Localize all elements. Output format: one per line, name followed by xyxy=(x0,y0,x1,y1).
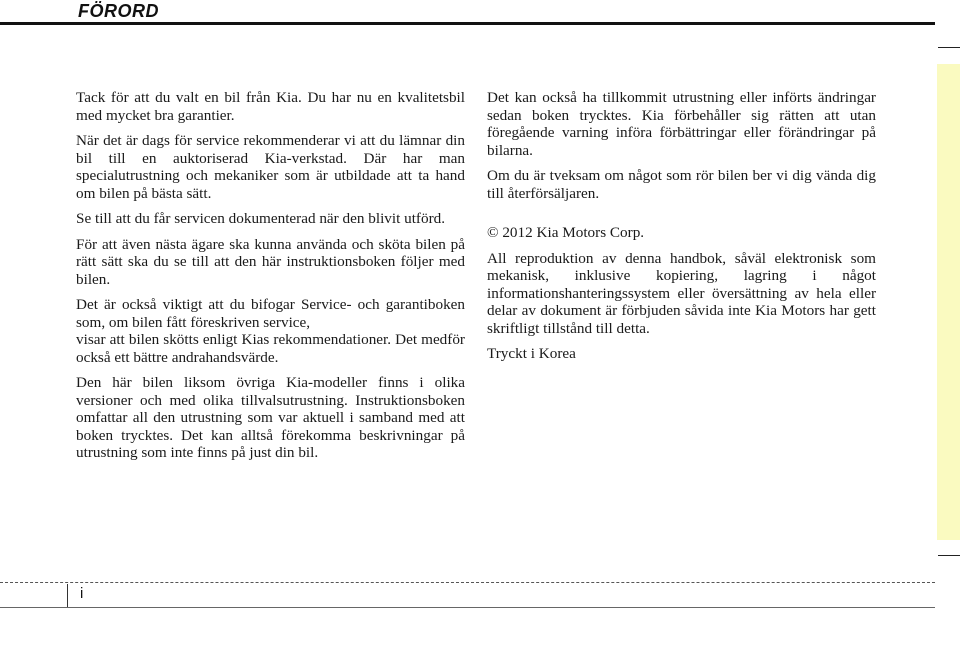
footer-dashed-divider xyxy=(0,582,935,583)
copyright-notice: © 2012 Kia Motors Corp. xyxy=(487,224,645,241)
paragraph-versions: Den här bilen liksom övriga Kia-modeller finns i olika versioner och med olika tillvalsutrustning. Instruktionsboken omfattar all den utrustning som var aktuell i samband med att boken trycktes. Det kan alltså förekomma beskrivningar på utrustning som inte finns på just din bil. xyxy=(76,374,465,461)
page-title: FÖRORD xyxy=(78,1,159,21)
right-column xyxy=(487,89,876,371)
printed-in: Tryckt i Korea xyxy=(487,345,576,362)
paragraph-next-owner: För att även nästa ägare ska kunna använda och sköta bilen på rätt sätt ska du se till att den här instruktionsboken följer med bilen. xyxy=(76,235,465,288)
paragraph-documentation: Se till att du får servicen dokumenterad när den blivit utförd. xyxy=(76,210,446,227)
page-mark-rule xyxy=(67,584,68,607)
chapter-side-tab xyxy=(937,64,960,540)
paragraph-thanks: Tack för att du valt en bil från Kia. Du har nu en kvalitetsbil med mycket bra garantier. xyxy=(76,89,465,124)
paragraph-contact-dealer: Om du är tveksam om något som rör bilen ber vi dig vända dig till återförsäljaren. xyxy=(487,167,876,202)
paragraph-reproduction: All reproduktion av denna handbok, såväl elektronisk som mekanisk, inklusive kopiering, lagring i något informationshanteringssystem eller översättning av hela eller delar av dokument är förbjuden såvida inte Kia Motors har gett skriftligt tillstånd till detta. xyxy=(487,249,876,337)
paragraph-warranty-book: Det är också viktigt att du bifogar Service- och garantiboken som, om bilen fått föreskriven service, xyxy=(76,296,465,331)
margin-rule-top xyxy=(938,47,960,48)
page-number: i xyxy=(80,585,84,602)
paragraph-service: När det är dags för service rekommenderar vi att du lämnar din bil till en auktoriserad Kia-verkstad. Där har man specialutrustning och mekaniker som är utbildade att ta hand om bilen på bästa sätt. xyxy=(76,132,465,202)
paragraph-resale-value: visar att bilen skötts enligt Kias rekommendationer. Det medför också ett bättre andrahandsvärde. xyxy=(76,331,465,366)
paragraph-changes: Det kan också ha tillkommit utrustning eller införts ändringar sedan boken trycktes. Kia förbehåller sig rätten att utan föregående varning införa förbättringar eller förändringar på bilarna. xyxy=(487,89,876,159)
left-column xyxy=(76,89,465,470)
margin-rule-bottom xyxy=(938,555,960,556)
footer-divider xyxy=(0,607,935,608)
